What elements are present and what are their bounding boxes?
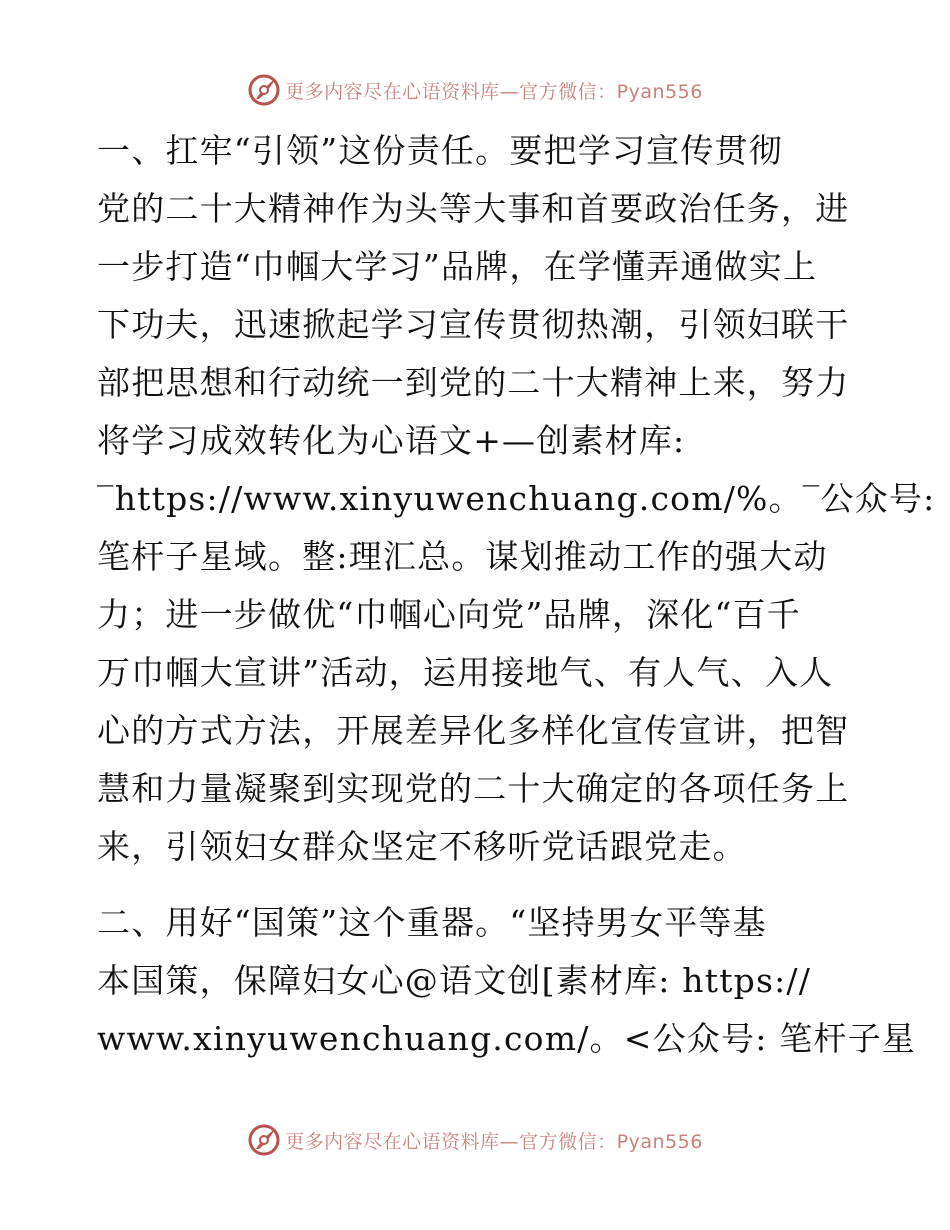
text-line: 慧和力量凝聚到实现党的二十大确定的各项任务上 xyxy=(97,769,850,808)
text-line: 力；进一步做优“巾帼心向党”品牌，深化“百千 xyxy=(97,595,802,634)
document-body xyxy=(97,122,936,1068)
text-line: 万巾帼大宣讲”活动，运用接地气、有人气、入人 xyxy=(97,653,834,692)
text-line: 心的方式方法，开展差异化多样化宣传宣讲，把智 xyxy=(97,711,850,750)
text-line: 一、扛牢“引领”这份责任。要把学习宣传贯彻 xyxy=(97,131,783,170)
text-line: 一步打造“巾帼大学习”品牌，在学懂弄通做实上 xyxy=(97,247,818,286)
paragraph-2 xyxy=(97,894,917,1068)
text-line: 将学习成效转化为心语文+—创素材库: xyxy=(97,421,686,460)
quill-seal-icon xyxy=(247,73,281,107)
paragraph-1 xyxy=(97,122,936,876)
text-line: 二、用好“国策”这个重器。“坚持男女平等基 xyxy=(97,903,767,942)
header-banner xyxy=(0,70,950,110)
header-banner-text: 更多内容尽在心语资料库—官方微信：Pyan556 xyxy=(285,80,703,103)
text-line: ‾https://www.xinyuwenchuang.com/%。‾公众号: xyxy=(97,479,936,518)
footer-banner xyxy=(0,1120,950,1160)
footer-banner-text: 更多内容尽在心语资料库—官方微信：Pyan556 xyxy=(285,1130,703,1153)
text-line: 下功夫，迅速掀起学习宣传贯彻热潮，引领妇联干 xyxy=(97,305,850,344)
text-line: 部把思想和行动统一到党的二十大精神上来，努力 xyxy=(97,363,850,402)
text-line: 本国策，保障妇女心@语文创[素材库: https:// xyxy=(97,961,812,1000)
paragraph-spacer xyxy=(97,876,857,894)
text-line: 来，引领妇女群众坚定不移听党话跟党走。 xyxy=(97,827,747,866)
quill-seal-icon xyxy=(247,1123,281,1157)
text-line: 笔杆子星域。整:理汇总。谋划推动工作的强大动 xyxy=(97,537,828,576)
text-line: 党的二十大精神作为头等大事和首要政治任务，进 xyxy=(97,189,850,228)
text-line: www.xinyuwenchuang.com/。<公众号: 笔杆子星 xyxy=(97,1019,917,1058)
